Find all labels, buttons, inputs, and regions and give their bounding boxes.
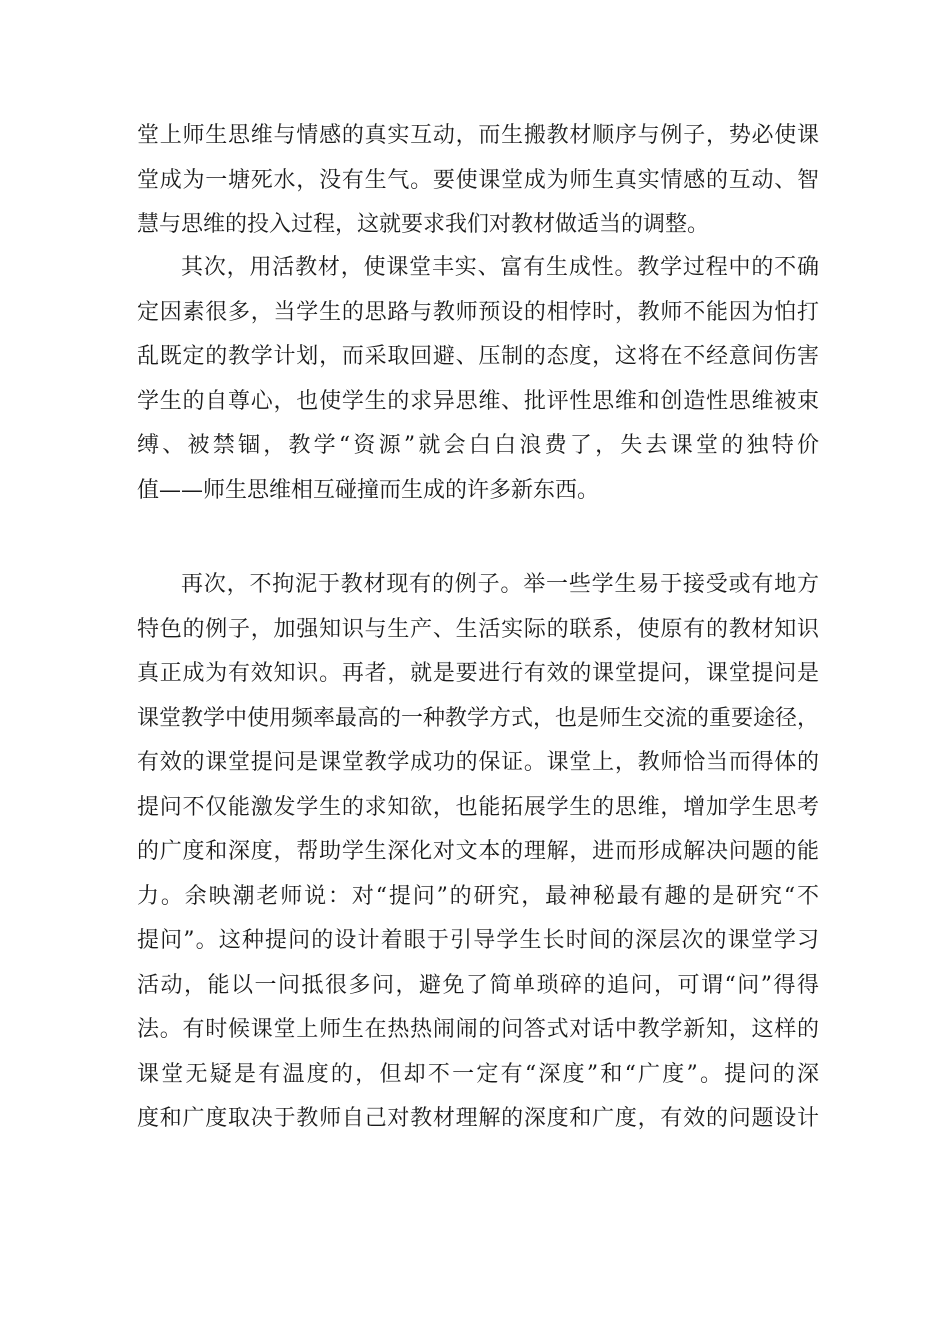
- text-line: 缚、被禁锢，教学“资源”就会白白浪费了，失去课堂的独特价: [137, 433, 819, 458]
- text-line: 法。有时候课堂上师生在热热闹闹的问答式对话中教学新知，这样的: [137, 1017, 819, 1042]
- text-line: 有效的课堂提问是课堂教学成功的保证。课堂上，教师恰当而得体的: [137, 750, 819, 775]
- text-line: 再次，不拘泥于教材现有的例子。举一些学生易于接受或有地方: [181, 572, 819, 597]
- text-line: 堂上师生思维与情感的真实互动，而生搬教材顺序与例子，势必使课: [137, 123, 819, 148]
- paragraph-2: [137, 246, 819, 513]
- text-line: 乱既定的教学计划，而采取回避、压制的态度，这将在不经意间伤害: [137, 344, 819, 369]
- text-line: 活动，能以一问抵很多问，避免了简单琐碎的追问，可谓“问”得得: [137, 972, 819, 998]
- text-line: 特色的例子，加强知识与生产、生活实际的联系，使原有的教材知识: [137, 616, 819, 642]
- text-line: 定因素很多，当学生的思路与教师预设的相悖时，教师不能因为怕打: [137, 299, 819, 325]
- text-line: 提问”。这种提问的设计着眼于引导学生长时间的深层次的课堂学习: [137, 928, 819, 953]
- text-line: 度和广度取决于教师自己对教材理解的深度和广度，有效的问题设计: [137, 1106, 819, 1131]
- text-line: 学生的自尊心，也使学生的求异思维、批评性思维和创造性思维被束: [137, 388, 819, 414]
- text-line: 的广度和深度，帮助学生深化对文本的理解，进而形成解决问题的能: [137, 839, 819, 864]
- text-line: 堂成为一塘死水，没有生气。要使课堂成为师生真实情感的互动、智: [137, 167, 819, 193]
- text-line: 课堂教学中使用频率最高的一种教学方式，也是师生交流的重要途径，: [137, 705, 820, 731]
- text-line: 其次，用活教材，使课堂丰实、富有生成性。教学过程中的不确: [181, 255, 819, 280]
- text-line: 慧与思维的投入过程，这就要求我们对教材做适当的调整。: [137, 212, 710, 237]
- text-line: 力。余映潮老师说：对“提问”的研究，最神秘最有趣的是研究“不: [137, 883, 819, 909]
- paragraph-3: [137, 563, 819, 1142]
- paragraph-1: [137, 114, 819, 248]
- text-line: 值——师生思维相互碰撞而生成的许多新东西。: [137, 477, 600, 503]
- text-line: 课堂无疑是有温度的，但却不一定有“深度”和“广度”。提问的深: [137, 1061, 819, 1087]
- text-line: 真正成为有效知识。再者，就是要进行有效的课堂提问，课堂提问是: [137, 661, 819, 686]
- text-line: 提问不仅能激发学生的求知欲，也能拓展学生的思维，增加学生思考: [137, 794, 819, 820]
